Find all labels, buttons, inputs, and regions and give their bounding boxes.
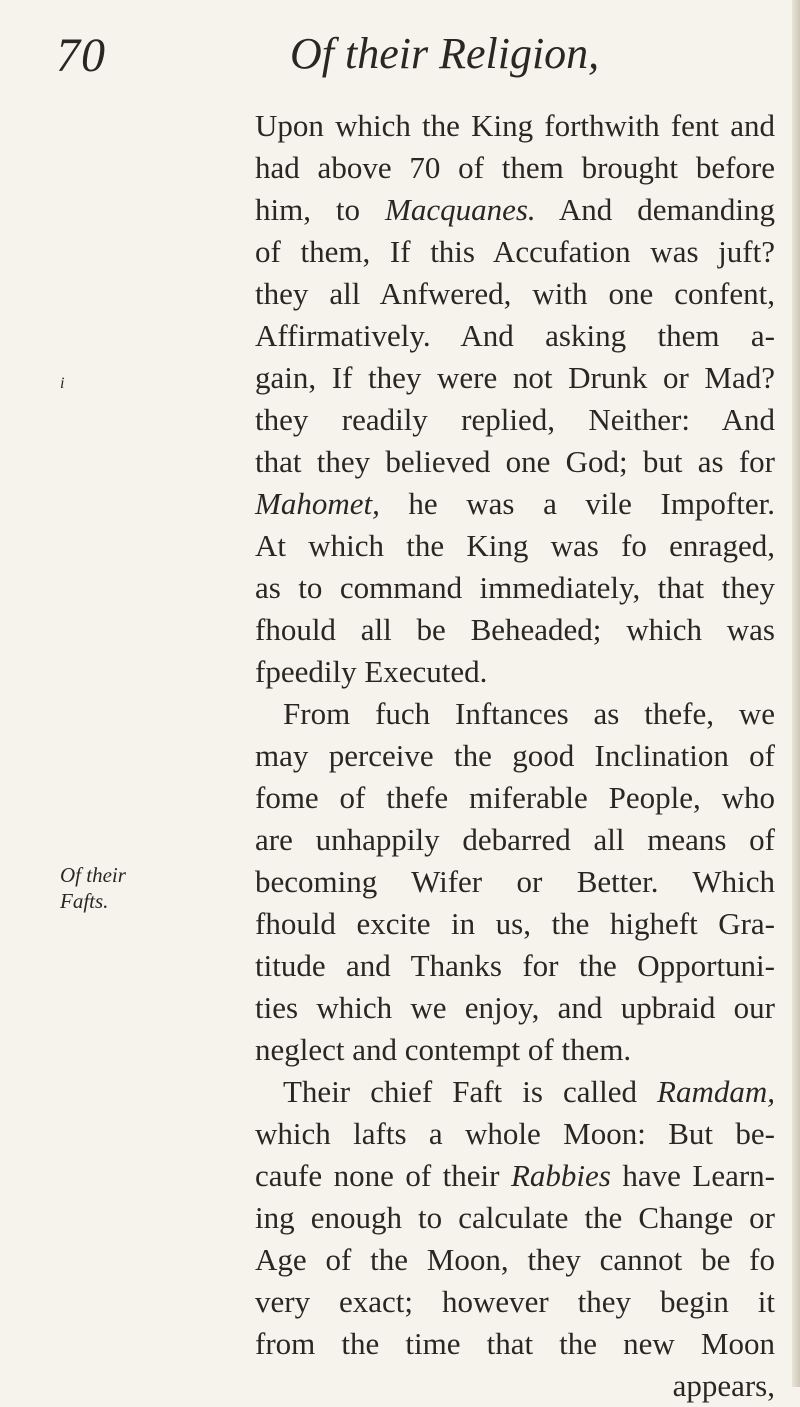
text-line: Mahomet, he was a vile Impofter.	[255, 486, 775, 521]
text-line: titude and Thanks for the Opportuni-	[255, 948, 775, 983]
text-line: Age of the Moon, they cannot be fo	[255, 1242, 775, 1277]
text-line: may perceive the good Inclination of	[255, 738, 775, 773]
text-line: Their chief Faft is called Ramdam,	[283, 1074, 775, 1109]
text-line: they readily replied, Neither: And	[255, 402, 775, 437]
page-number: 70	[56, 29, 106, 82]
text-line: had above 70 of them brought before	[255, 150, 775, 185]
margin-note	[60, 862, 126, 914]
text-line: From fuch Inftances as thefe, we	[283, 696, 775, 731]
margin-note-line: Of their	[60, 863, 126, 887]
text-line: which lafts a whole Moon: But be-	[255, 1116, 775, 1151]
text-line: him, to Macquanes. And demanding	[255, 192, 776, 227]
text-line: very exact; however they begin it	[255, 1284, 775, 1319]
italic-term: Macquanes.	[385, 192, 536, 227]
text-line: fhould all be Beheaded; which was	[255, 612, 775, 647]
text-line: neglect and contempt of them.	[255, 1032, 632, 1067]
text-line: Upon which the King forthwith fent and	[255, 108, 775, 143]
text-line: caufe none of their Rabbies have Learn-	[255, 1158, 775, 1193]
body-text	[255, 105, 775, 1407]
text-line: fpeedily Executed.	[255, 654, 488, 689]
text-line: of them, If this Accufation was juft?	[255, 234, 775, 269]
running-head: Of their Religion,	[290, 29, 600, 78]
text-line: are unhappily debarred all means of	[255, 822, 775, 857]
text-line: becoming Wifer or Better. Which	[255, 864, 775, 899]
italic-term: Rabbies	[511, 1158, 611, 1193]
text-line: as to command immediately, that they	[255, 570, 775, 605]
text-line: fhould excite in us, the higheft Gra-	[255, 906, 775, 941]
text-line: At which the King was fo enraged,	[255, 528, 775, 563]
page-edge	[792, 0, 800, 1387]
margin-mark: i	[60, 375, 65, 392]
italic-term: Mahomet,	[255, 486, 380, 521]
text-line: from the time that the new Moon	[255, 1326, 775, 1361]
text-line: that they believed one God; but as for	[255, 444, 775, 479]
page-header	[0, 28, 800, 98]
catchword: appears,	[672, 1368, 775, 1403]
text-line: ties which we enjoy, and upbraid our	[255, 990, 775, 1025]
text-line: ing enough to calculate the Change or	[255, 1200, 775, 1235]
text-line: gain, If they were not Drunk or Mad?	[255, 360, 775, 395]
text-line: they all Anfwered, with one confent,	[255, 276, 775, 311]
italic-term: Ramdam,	[657, 1074, 775, 1109]
margin-note-line: Fafts.	[60, 889, 109, 913]
text-line: fome of thefe miferable People, who	[255, 780, 775, 815]
text-line: Affirmatively. And asking them a-	[255, 318, 775, 353]
